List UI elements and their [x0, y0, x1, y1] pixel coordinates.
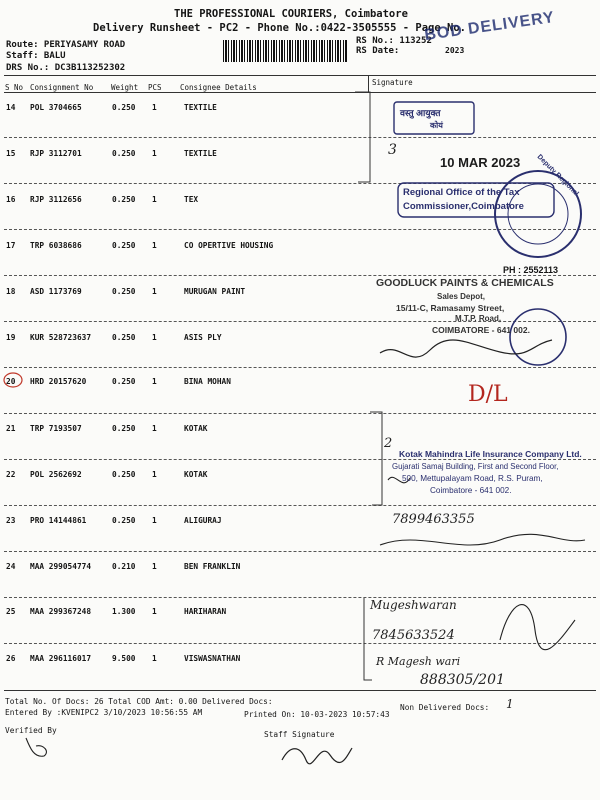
row-pcs: 1 [152, 287, 157, 296]
row-consignment: PRO 14144861 [30, 516, 87, 525]
row-pcs: 1 [152, 654, 157, 663]
row-consignment: TRP 6038686 [30, 241, 82, 250]
row-pcs: 1 [152, 241, 157, 250]
row-consignee: ASIS PLY [184, 333, 222, 342]
row-weight: 0.250 [112, 149, 136, 158]
col-consignment: Consignment No [30, 83, 94, 92]
row-consignee: HARIHARAN [184, 607, 227, 616]
phone-handwritten-23: 7899463355 [392, 512, 475, 527]
row-consignment: POL 3704665 [30, 103, 82, 112]
rs-no-label: RS No.: 113252 [356, 36, 432, 46]
row-pcs: 1 [152, 607, 157, 616]
row-weight: 0.250 [112, 287, 136, 296]
goodluck-seal-icon [510, 309, 566, 365]
row-20-circle-icon [4, 373, 22, 387]
round-seal-text: Deputy Regional [535, 153, 580, 198]
row-weight: 0.250 [112, 241, 136, 250]
name-handwritten-25: Mugeshwaran [370, 598, 457, 612]
company-title: THE PROFESSIONAL COURIERS, Coimbatore [174, 8, 408, 20]
row-weight: 0.250 [112, 103, 136, 112]
row-consignment: ASD 1173769 [30, 287, 82, 296]
kotak-addr2: 500, Mettupalayam Road, R.S. Puram, [402, 474, 543, 483]
phone-stamp: PH : 2552113 [503, 265, 559, 275]
staff-label: Staff: BALU [6, 51, 66, 61]
paint-sub: Sales Depot, [437, 292, 486, 301]
row-weight: 0.250 [112, 424, 136, 433]
signature-icon [380, 534, 585, 545]
footer-totals: Total No. Of Docs: 26 Total COD Amt: 0.00 Delivered Docs: [5, 697, 273, 706]
row-pcs: 1 [152, 149, 157, 158]
row-pcs: 1 [152, 103, 157, 112]
row-pcs: 1 [152, 377, 157, 386]
row-consignee: KOTAK [184, 470, 208, 479]
delivery-stamp-overlay: BOD DELIVERY [423, 8, 556, 45]
date-stamp: 10 MAR 2023 [440, 155, 521, 170]
signature-icon [380, 340, 552, 357]
row-sno: 20 [6, 377, 16, 386]
row-consignee: ALIGURAJ [184, 516, 222, 525]
tax-office-line2: Commissioner,Coimbatore [403, 201, 524, 212]
row-sno: 19 [6, 333, 16, 342]
col-pcs: PCS [148, 83, 162, 92]
row-sno: 22 [6, 470, 16, 479]
tax-office-line1: Regional Office of the Tax [403, 187, 520, 198]
row-weight: 0.250 [112, 470, 136, 479]
name-handwritten-26: R Magesh wari [376, 655, 461, 668]
runsheet-subtitle: Delivery Runsheet - PC2 - Phone No.:0422-3505555 - Page No. [93, 22, 466, 34]
col-signature: Signature [372, 78, 413, 87]
staff-signature-label: Staff Signature [264, 730, 335, 739]
footer-entered-by: Entered By :KVENIPC2 3/10/2023 10:56:55 AM [5, 708, 203, 717]
row-weight: 0.250 [112, 516, 136, 525]
row-pcs: 1 [152, 333, 157, 342]
kotak-name: Kotak Mahindra Life Insurance Company Ltd. [399, 449, 582, 459]
paint-name: GOODLUCK PAINTS & CHEMICALS [376, 277, 554, 289]
row-consignee: TEXTILE [184, 103, 217, 112]
col-sno: S No [5, 83, 24, 92]
signature-icon [500, 605, 575, 650]
row-consignment: POL 2562692 [30, 470, 82, 479]
row-consignee: KOTAK [184, 424, 208, 433]
row-sno: 24 [6, 562, 16, 571]
row-pcs: 1 [152, 516, 157, 525]
hand-mark-2: 2 [384, 436, 393, 451]
hand-mark-3: 3 [388, 142, 397, 158]
row-sno: 18 [6, 287, 16, 296]
rs-date-label: RS Date: [356, 46, 400, 56]
bracket-mark-icon [355, 92, 370, 182]
row-sno: 23 [6, 516, 16, 525]
footer-printed-on: Printed On: 10-03-2023 10:57:43 [244, 710, 390, 719]
row-pcs: 1 [152, 195, 157, 204]
row-consignee: BEN FRANKLIN [184, 562, 241, 571]
non-delivered-count: 1 [506, 697, 514, 711]
row-sno: 16 [6, 195, 16, 204]
row-consignment: MAA 299054774 [30, 562, 92, 571]
row-consignment: RJP 3112701 [30, 149, 82, 158]
row-consignment: TRP 7193507 [30, 424, 82, 433]
row-sno: 15 [6, 149, 16, 158]
row-sno: 21 [6, 424, 16, 433]
row-consignee: CO OPERTIVE HOUSING [184, 241, 274, 250]
row-sno: 26 [6, 654, 16, 663]
col-weight: Weight [111, 83, 139, 92]
bracket-mark-icon [370, 412, 382, 505]
row-consignment: HRD 20157620 [30, 377, 87, 386]
row-pcs: 1 [152, 562, 157, 571]
col-consignee: Consignee Details [180, 83, 257, 92]
phone-handwritten-25: 7845633524 [372, 628, 455, 643]
row-consignee: MURUGAN PAINT [184, 287, 246, 296]
route-label: Route: PERIYASAMY ROAD [6, 40, 126, 50]
row-pcs: 1 [152, 470, 157, 479]
tax-stamp-sub: कोयं [430, 121, 443, 130]
phone-handwritten-26: 888305/201 [420, 672, 505, 688]
drs-label: DRS No.: DC3B113252302 [6, 63, 126, 73]
row-consignment: RJP 3112656 [30, 195, 82, 204]
paint-addr2: M.T.P. Road, [455, 314, 502, 323]
row-consignment: MAA 299367248 [30, 607, 92, 616]
row-consignee: TEXTILE [184, 149, 217, 158]
paint-addr3: COIMBATORE - 641 002. [432, 325, 530, 335]
dl-mark: D/L [468, 382, 508, 407]
verified-signature-icon [26, 738, 46, 756]
staff-signature-icon [282, 748, 352, 764]
row-consignment: MAA 296116017 [30, 654, 92, 663]
rs-date-value: 2023 [445, 46, 465, 55]
row-sno: 25 [6, 607, 16, 616]
row-consignee: BINA MOHAN [184, 377, 231, 386]
row-consignment: KUR 528723637 [30, 333, 92, 342]
row-consignee: TEX [184, 195, 199, 204]
row-weight: 0.250 [112, 377, 136, 386]
row-weight: 9.500 [112, 654, 136, 663]
row-weight: 0.210 [112, 562, 136, 571]
row-weight: 0.250 [112, 195, 136, 204]
row-pcs: 1 [152, 424, 157, 433]
verified-by-label: Verified By [5, 726, 57, 735]
row-sno: 14 [6, 103, 16, 112]
row-sno: 17 [6, 241, 16, 250]
footer-non-delivered: Non Delivered Docs: [400, 703, 490, 712]
paint-addr1: 15/11-C, Ramasamy Street, [396, 303, 505, 313]
kotak-addr3: Coimbatore - 641 002. [430, 486, 512, 495]
tax-stamp-hindi: वस्तु आयुक्त [400, 108, 441, 118]
row-consignee: VISWASNATHAN [184, 654, 241, 663]
row-weight: 0.250 [112, 333, 136, 342]
row-weight: 1.300 [112, 607, 136, 616]
kotak-addr1: Gujarati Samaj Building, First and Second Floor, [392, 462, 559, 471]
